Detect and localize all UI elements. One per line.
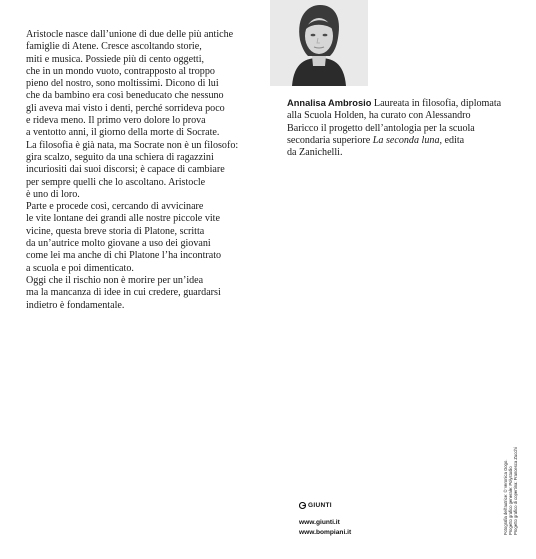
book-blurb [26, 29, 276, 312]
blurb-line: La filosofia è già nata, ma Socrate non è un filosofo: [26, 139, 239, 151]
image-credits [503, 405, 518, 535]
publisher-logo [299, 502, 332, 509]
blurb-line: è uno di loro. [26, 188, 80, 200]
author-name: Annalisa Ambrosio [287, 98, 372, 108]
blurb-line: vicine, questa breve storia di Platone, scritta [26, 225, 205, 237]
blurb-line: indietro è fondamentale. [26, 299, 125, 311]
bio-line: secondaria superiore La seconda luna, edita [287, 134, 465, 146]
blurb-line: famiglie di Atene. Cresce ascoltando storie, [26, 41, 202, 53]
author-portrait-image [270, 0, 368, 86]
blurb-line: Aristocle nasce dall’unione di due delle più antiche [26, 29, 234, 40]
credit-line: Progetto grafico di copertina: Francesca Zucchi [513, 447, 518, 535]
blurb-line: ma la mancanza di idee in cui credere, guardarsi [26, 287, 221, 299]
blurb-line: incuriositi dai suoi discorsi; è capace di cambiare [26, 164, 225, 176]
blurb-line: che in un mondo vuoto, contrapposto al troppo [26, 65, 215, 77]
bio-line: da Zanichelli. [287, 147, 343, 159]
blurb-line: e rideva meno. Il primo vero dolore lo prova [26, 115, 206, 127]
publisher-urls [299, 518, 351, 538]
publisher-url-bompiani[interactable]: www.bompiani.it [299, 529, 352, 536]
publisher-url-giunti[interactable]: www.giunti.it [299, 519, 340, 526]
blurb-line: miti e musica. Possiede più di cento oggetti, [26, 53, 205, 65]
anthology-title: La seconda luna [372, 134, 440, 146]
blurb-line: gira scalzo, seguito da una schiera di ragazzini [26, 151, 214, 163]
blurb-line: Parte e procede così, cercando di avvicinare [26, 201, 204, 213]
blurb-line: a ventotto anni, il giorno della morte di Socrate. [26, 127, 220, 139]
blurb-line: pieno del nostro, sono moltissimi. Dicono di lui [26, 78, 219, 90]
credit-line: Progetto grafico generale: Polystudio [508, 466, 513, 535]
author-bio [287, 97, 532, 159]
blurb-line: Oggi che il rischio non è morire per un’idea [26, 274, 204, 286]
credit-line: Fotografia dell’autrice: © Veronica Gogo. [503, 459, 508, 535]
bio-line: Baricco il progetto dell’antologia per la scuola [287, 122, 475, 134]
blurb-line: per sempre quelli che lo ascoltano. Aristocle [26, 176, 206, 188]
bio-line: alla Scuola Holden, ha curato con Alessandro [287, 110, 471, 122]
blurb-line: a scuola e poi dimenticato. [26, 262, 134, 274]
author-photo [270, 0, 368, 86]
blurb-line: come lei ma anche di chi Platone l’ha incontrato [26, 250, 222, 262]
blurb-line: le vite lontane dei grandi alle nostre piccole vite [26, 213, 220, 225]
blurb-line: da un’autrice molto giovane a uso dei giovani [26, 238, 211, 250]
giunti-logo-icon [299, 502, 306, 509]
bio-line: Annalisa Ambrosio Laureata in filosofia, diplomata [287, 98, 502, 109]
blurb-line: gli aveva mai visto i denti, perché sorrideva poco [26, 102, 225, 114]
blurb-line: che da bambino era così beneducato che nessuno [26, 90, 224, 102]
publisher-logo-text: GIUNTI [308, 502, 332, 509]
